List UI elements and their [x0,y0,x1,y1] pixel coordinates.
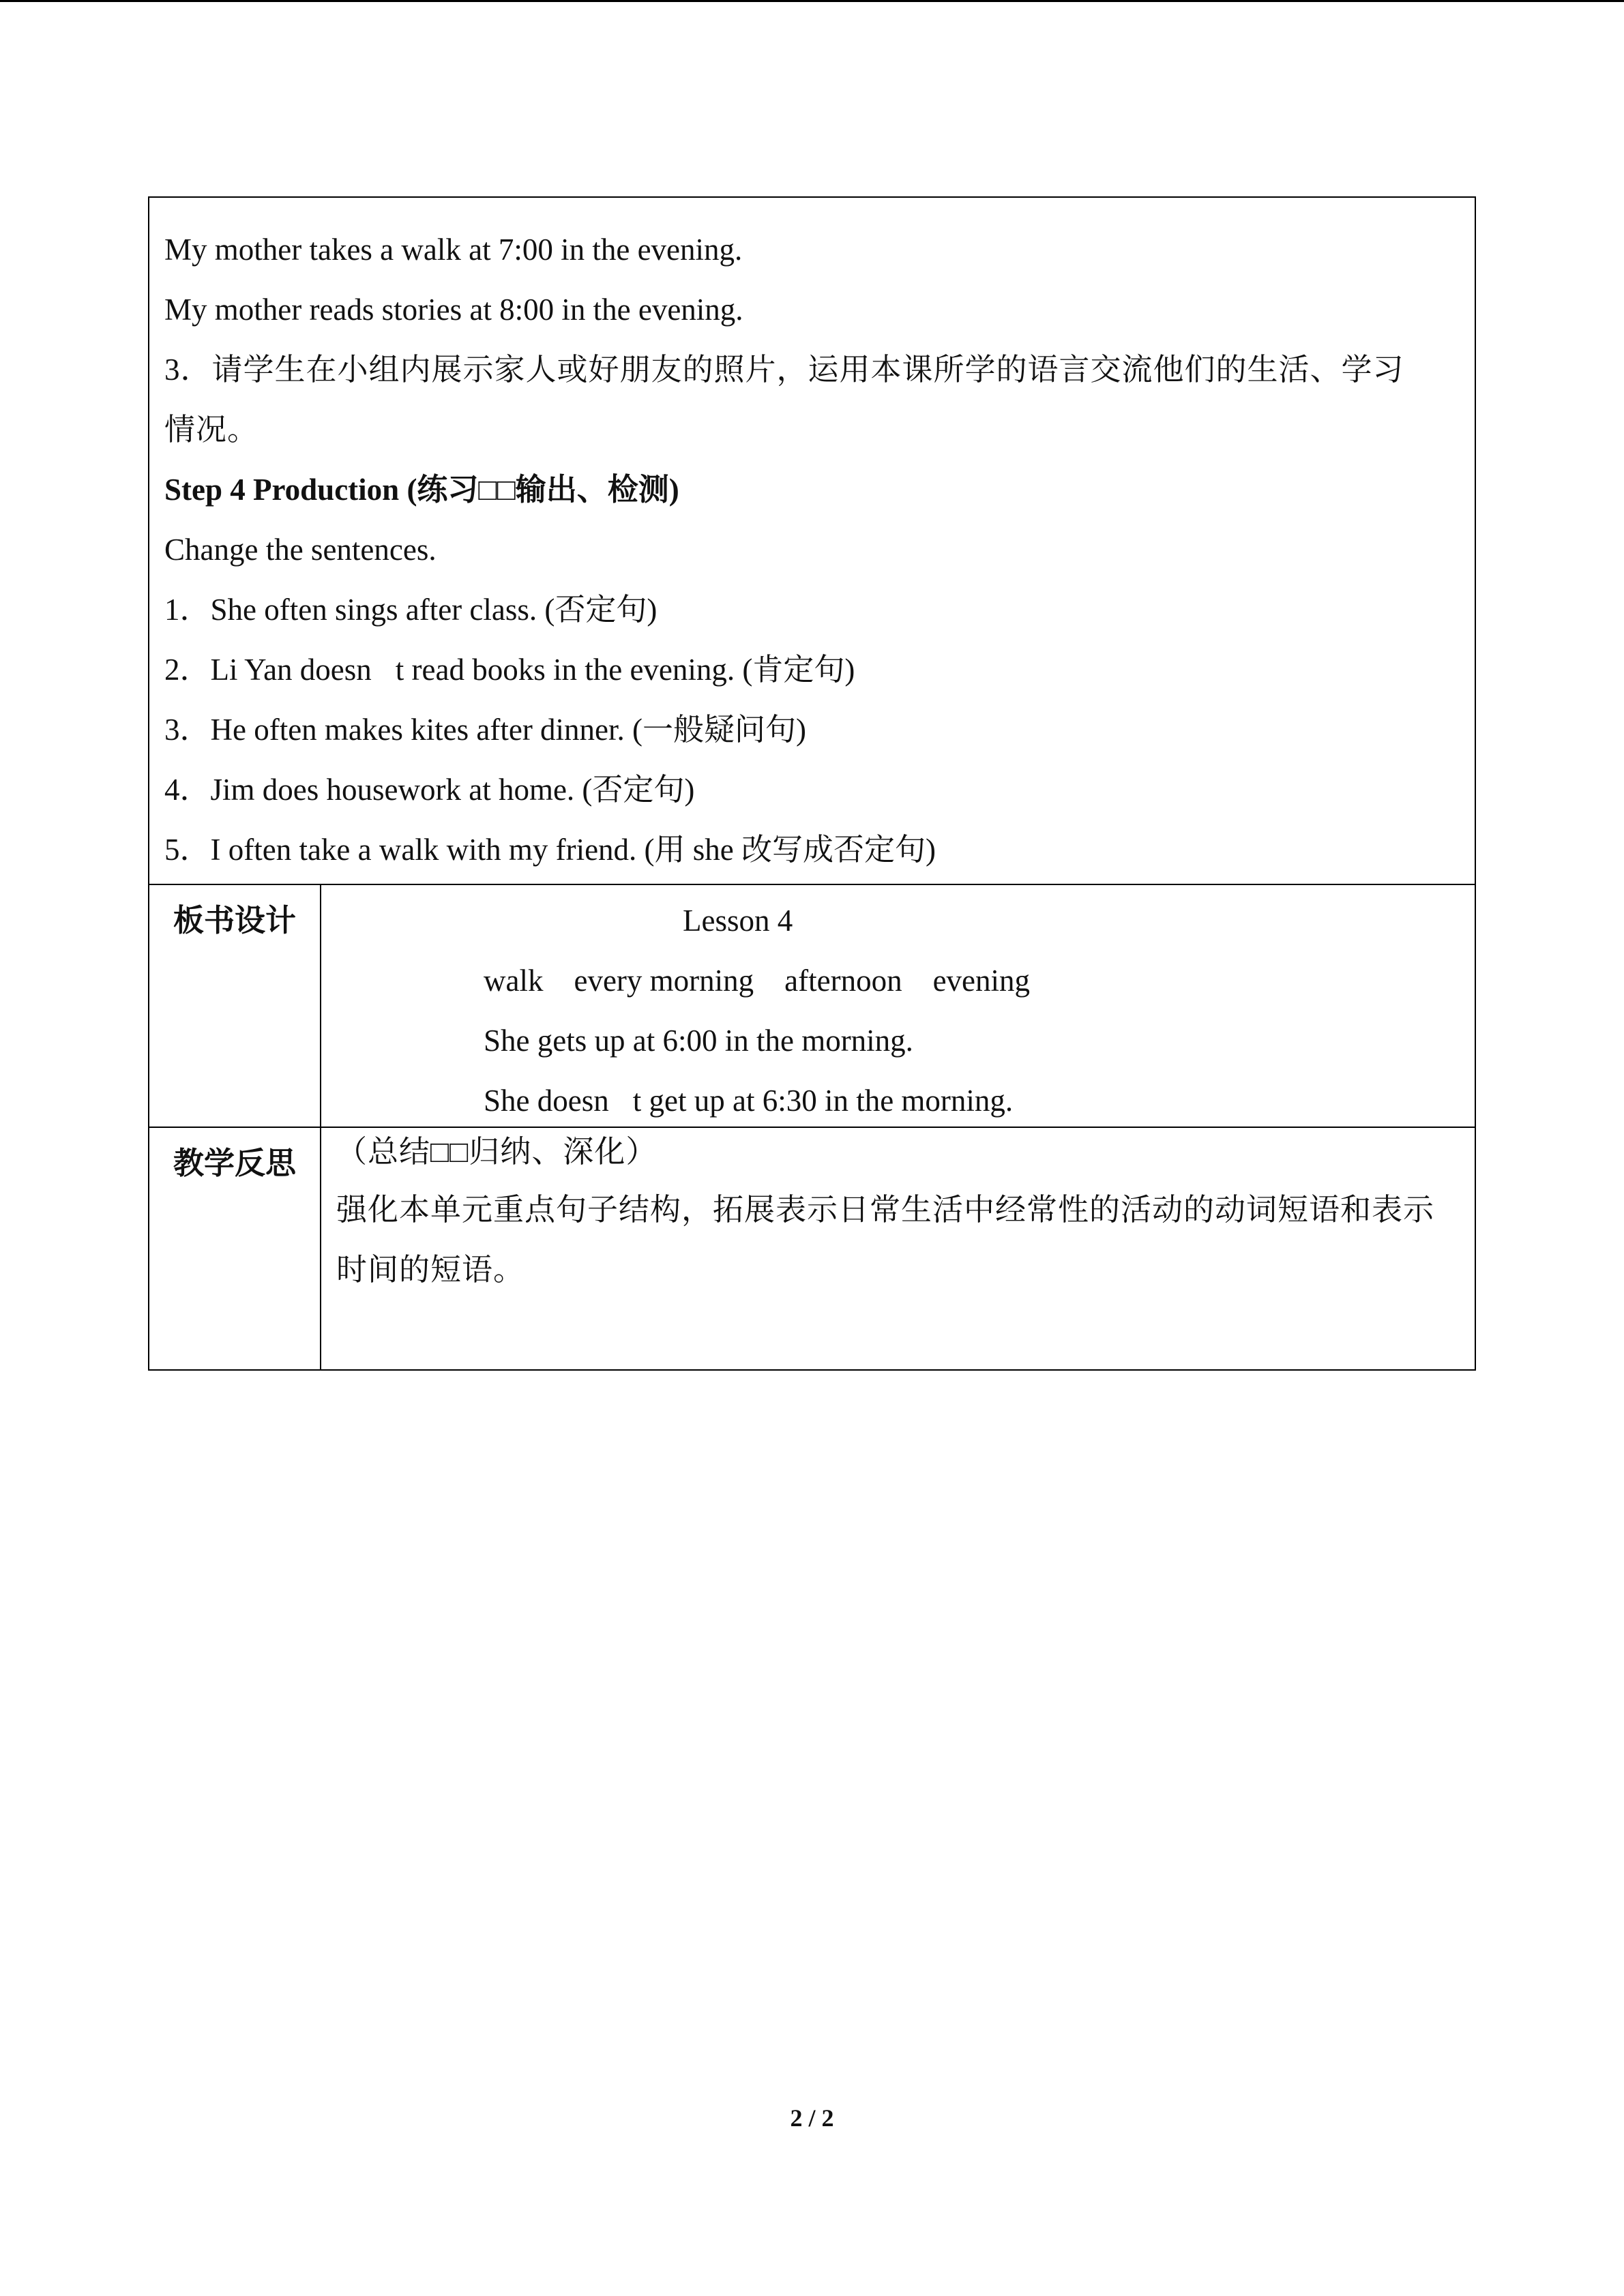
lesson-plan-table [148,196,1476,1371]
exercise-item: 5．I often take a walk with my friend. (用 she 改写成否定句) [164,833,936,867]
exercise-item: 3．He often makes kites after dinner. (一般疑问句) [164,713,807,747]
text-line: 情况。 [164,413,259,447]
procedure-cell [149,198,1417,884]
reflection-content [321,1128,1475,1369]
example-sentence: She gets up at 6:00 in the morning. [484,1024,913,1058]
lesson-title: Lesson 4 [683,904,793,938]
reflection-note: （总结□□归纳、深化） [336,1135,658,1169]
procedure-row [149,198,1475,884]
page-number: 2 / 2 [790,2104,834,2132]
example-sentence: She doesn t get up at 6:30 in the morning. [484,1084,1014,1118]
reflection-row [149,1127,1475,1369]
exercise-item: 2．Li Yan doesn t read books in the evening. (肯定句) [164,653,855,687]
vocabulary-line: walk every morning afternoon evening [484,964,1031,998]
board-design-label: 板书设计 [149,885,321,1127]
step-heading: Step 4 Production (练习□□输出、检测) [164,473,679,507]
exercise-item: 4．Jim does housework at home. (否定句) [164,773,695,807]
text-line: My mother reads stories at 8:00 in the evening. [164,293,743,327]
reflection-text: 强化本单元重点句子结构，拓展表示日常生活中经常性的活动的动词短语和表示时间的短语。 [336,1193,1435,1287]
top-border-line [0,0,1624,2]
text-line: My mother takes a walk at 7:00 in the evening. [164,233,743,267]
exercise-item: 1．She often sings after class. (否定句) [164,593,658,627]
board-design-row [149,884,1475,1127]
text-line: 3．请学生在小组内展示家人或好朋友的照片，运用本课所学的语言交流他们的生活、学习 [164,353,1404,387]
reflection-label: 教学反思 [149,1128,321,1369]
board-design-content [321,885,1475,1127]
text-line: Change the sentences. [164,533,437,567]
